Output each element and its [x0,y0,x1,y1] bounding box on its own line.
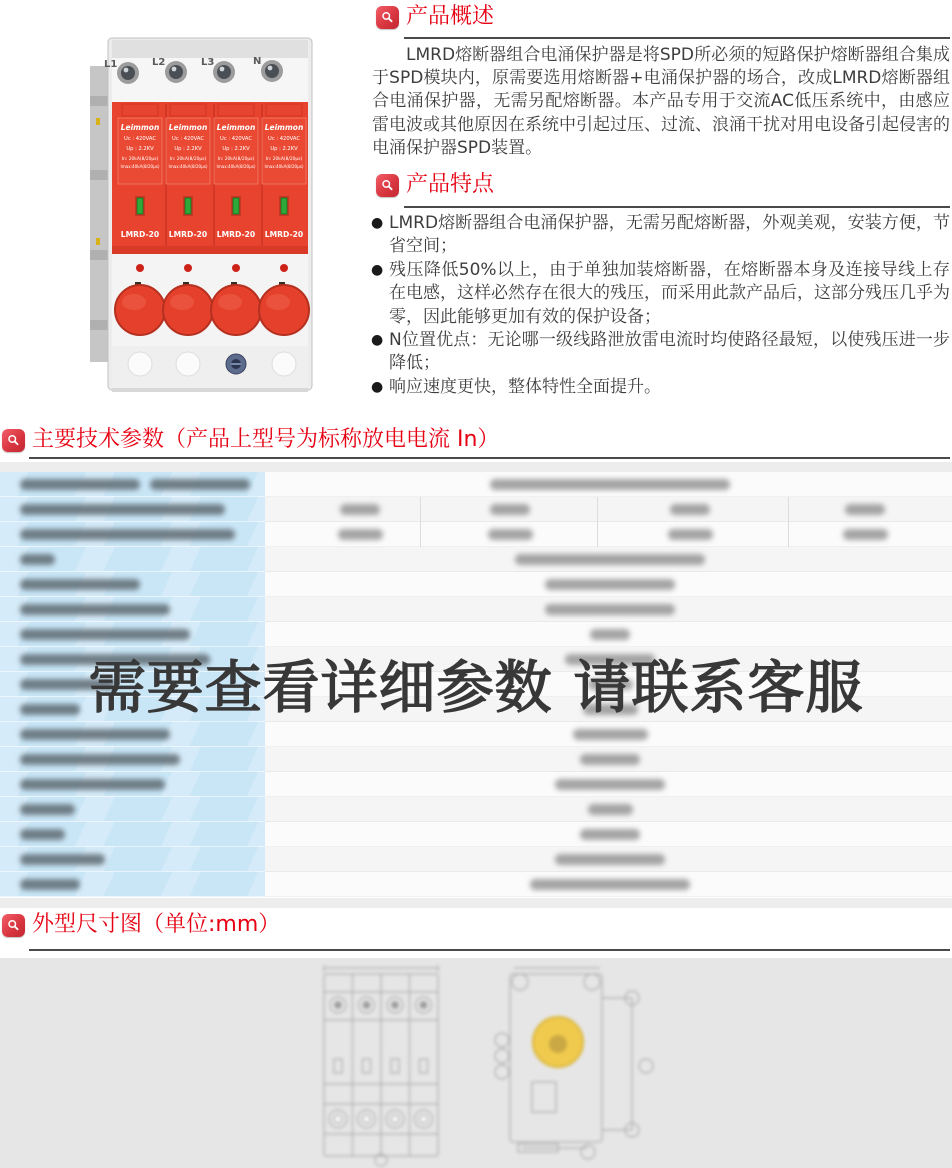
blurred-text-bar [668,529,713,540]
parameters-divider [29,457,950,459]
mounting-screw [226,354,246,374]
feature-item: ● LMRD熔断器组合电涌保护器，无需另配熔断器，外观美观，安装方便，节省空间； [372,212,950,259]
blurred-text-bar [670,504,710,515]
section-features-header [376,172,494,198]
module-up: Up : 2.2KV [222,146,250,152]
table-row-label-cell [0,797,265,822]
table-row [0,572,952,597]
section-dimensions-header [2,912,280,938]
section-title-overview: 产品概述 [406,4,495,29]
contact-service-overlay: 需要查看详细参数 请联系客服 [88,655,864,721]
blurred-text-bar [20,879,80,890]
table-row-label-cell [0,572,265,597]
blurred-text-bar [340,504,380,515]
section-title-dimensions: 外型尺寸图（单位:mm） [32,912,281,937]
section-title-parameters: 主要技术参数（产品上型号为标称放电电流 In） [32,427,500,452]
blurred-text-bar [20,554,55,565]
table-bottom-strip [0,898,952,908]
table-row-label-cell [0,597,265,622]
module-in: In: 20kA(8/20μs) [121,157,159,162]
blurred-text-bar [20,629,190,640]
table-row-label-cell [0,497,265,522]
blurred-text-bar [490,504,530,515]
table-row-label-cell [0,522,265,547]
table-row [0,547,952,572]
dimensions-divider [29,949,950,951]
module-in: In: 20kA(8/20μs) [217,157,255,162]
terminal-label: L1 [104,59,118,70]
module-imax: Imax:40kA(8/20μs) [168,164,208,169]
magnifier-icon [2,429,25,452]
blurred-text-bar [20,829,65,840]
features-divider [404,206,950,208]
module-uc: Uc : 420VAC [268,136,300,142]
module-imax: Imax:40kA(8/20μs) [120,164,160,169]
status-window-green [233,198,239,214]
table-row [0,797,952,822]
module-in: In: 20kA(8/20μs) [169,157,207,162]
table-row [0,472,952,497]
table-row [0,822,952,847]
table-row-value-cell [265,497,952,522]
blurred-text-bar [20,479,140,490]
blurred-text-bar [490,479,730,490]
blurred-text-bar [20,729,170,740]
table-row-label-cell [0,822,265,847]
blurred-text-bar [20,504,225,515]
table-row-value-cell [265,572,952,597]
table-row [0,722,952,747]
blurred-text-bar [588,804,633,815]
table-row-value-cell [265,472,952,497]
status-window-green [281,198,287,214]
dimension-drawings-panel [0,958,952,1168]
table-row-value-cell [265,597,952,622]
table-row-value-cell [265,722,952,747]
blurred-text-bar [580,829,640,840]
table-row-value-cell [265,747,952,772]
module-imax: Imax:40kA(8/20μs) [216,164,256,169]
blurred-text-bar [20,779,165,790]
magnifier-icon [2,914,25,937]
blurred-text-bar [845,504,885,515]
overview-paragraph: LMRD熔断器组合电涌保护器是将SPD所必须的短路保护熔断器组合集成于SPD模块内，原需要选用熔断器+电涌保护器的场合，改成LMRD熔断器组合电涌保护器，无需另配熔断器。本产品专用于交流AC低压系统中，由感应雷电波或其他原因在系统中引起过压、过流、浪涌干扰对用电设备引起侵害的电涌保护器SPD装置。 [372,45,950,158]
table-row-value-cell [265,547,952,572]
blurred-text-bar [20,754,180,765]
product-photo [0,0,370,420]
blurred-text-bar [545,579,675,590]
table-row-label-cell [0,747,265,772]
terminal-label: L3 [201,57,215,68]
table-row-label-cell [0,547,265,572]
section-title-features: 产品特点 [406,172,495,197]
blurred-text-bar [555,854,665,865]
blurred-text-bar [20,529,235,540]
module-model: LMRD-20 [120,230,160,239]
module-brand: Leimmon [168,123,208,132]
status-window-green [185,198,191,214]
table-row-value-cell [265,822,952,847]
blurred-text-bar [20,579,140,590]
terminal-label: N [253,56,262,67]
table-row [0,522,952,547]
module-uc: Uc : 420VAC [124,136,156,142]
table-column-separator [597,497,598,547]
magnifier-icon [376,6,399,29]
overview-divider [404,37,950,39]
blurred-text-bar [20,604,170,615]
table-row-value-cell [265,522,952,547]
table-row-label-cell [0,772,265,797]
table-column-separator [788,497,789,547]
blurred-text-bar [580,754,640,765]
features-list [372,212,950,399]
table-row [0,872,952,897]
blurred-text-bar [488,529,533,540]
module-brand: Leimmon [216,123,256,132]
table-row [0,772,952,797]
module-brand: Leimmon [264,123,304,132]
section-overview-header [376,4,494,30]
blurred-text-bar [20,854,105,865]
module-model: LMRD-20 [168,230,208,239]
table-row-value-cell [265,847,952,872]
blurred-text-bar [150,479,250,490]
table-row [0,597,952,622]
surge-protector-image [0,0,370,420]
table-row [0,497,952,522]
table-row-label-cell [0,872,265,897]
table-row [0,847,952,872]
table-row-label-cell [0,847,265,872]
module-model: LMRD-20 [216,230,256,239]
table-row-value-cell [265,797,952,822]
module-up: Up : 2.2KV [270,146,298,152]
module-up: Up : 2.2KV [174,146,202,152]
section-parameters-header [2,427,499,453]
blurred-text-bar [20,804,75,815]
terminal-label: L2 [152,57,166,68]
feature-item: ● N位置优点：无论哪一级线路泄放雷电流时均使路径最短，以使残压进一步降低； [372,329,950,376]
table-column-separator [420,497,421,547]
front-view-drawing [316,964,456,1168]
table-row [0,747,952,772]
module-imax: Imax:40kA(8/20μs) [264,164,304,169]
status-window-green [137,198,143,214]
magnifier-icon [376,174,399,197]
table-row-value-cell [265,872,952,897]
module-uc: Uc : 420VAC [172,136,204,142]
blurred-text-bar [555,779,665,790]
module-model: LMRD-20 [264,230,304,239]
module-up: Up : 2.2KV [126,146,154,152]
side-view-drawing [492,962,672,1164]
blurred-text-bar [843,529,888,540]
blurred-text-bar [545,604,675,615]
blurred-text-bar [515,554,705,565]
table-top-strip [0,462,952,472]
module-in: In: 20kA(8/20μs) [265,157,303,162]
blurred-text-bar [338,529,383,540]
feature-item: ● 残压降低50%以上，由于单独加装熔断器，在熔断器本身及连接导线上存在电感，这样必然存在很大的残压，而采用此款产品后，这部分残压几乎为零，因此能够更加有效的保护设备； [372,259,950,329]
blurred-text-bar [573,729,648,740]
table-row-label-cell [0,472,265,497]
module-uc: Uc : 420VAC [220,136,252,142]
blurred-text-bar [590,629,630,640]
module-brand: Leimmon [120,123,160,132]
table-row-value-cell [265,772,952,797]
blurred-text-bar [530,879,690,890]
table-row-label-cell [0,722,265,747]
feature-item: ● 响应速度更快，整体特性全面提升。 [372,376,950,399]
